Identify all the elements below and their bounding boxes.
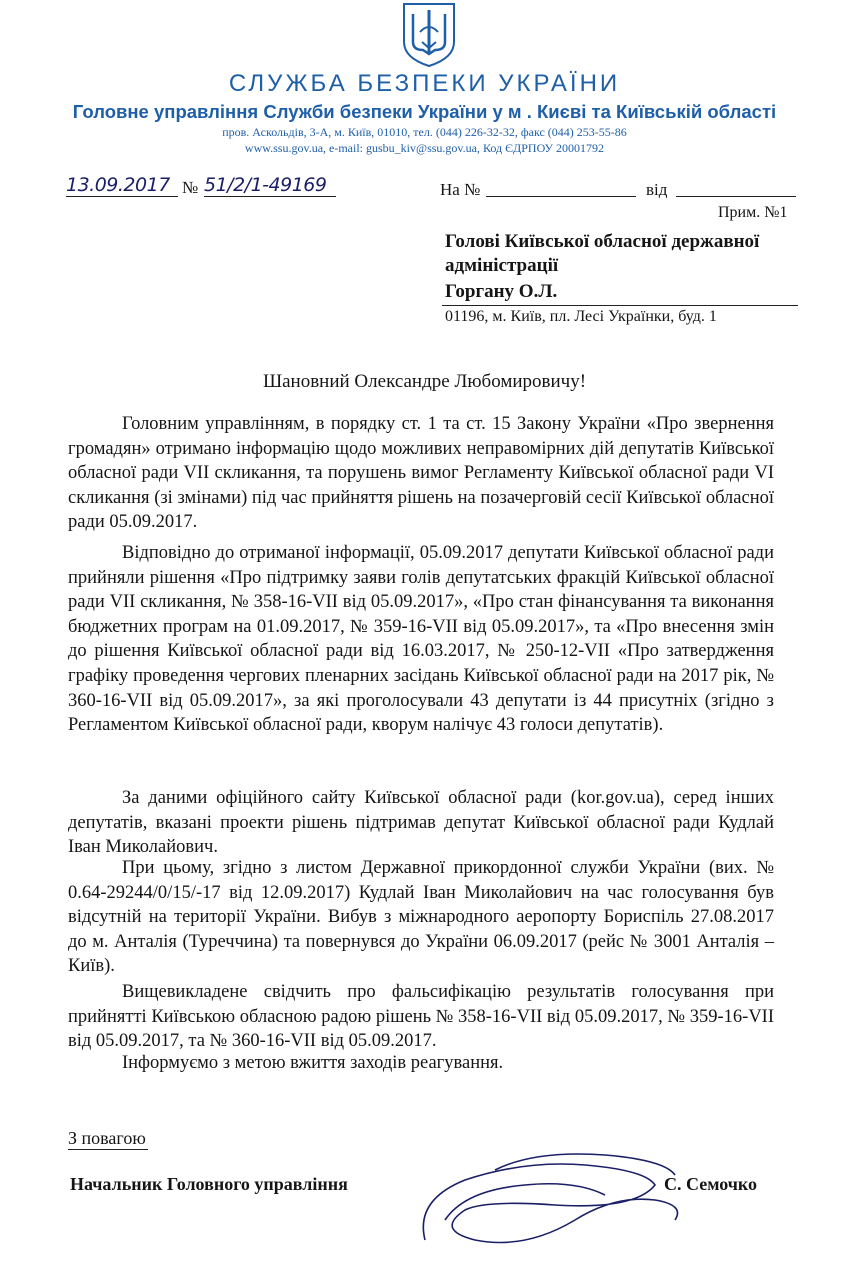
recipient-line-1: Голові Київської обласної державної: [445, 231, 760, 252]
regards: З повагою: [68, 1128, 146, 1148]
reply-number-label: На №: [440, 180, 481, 199]
outgoing-number: 51/2/1-49169: [204, 174, 336, 197]
signature-scribble: [405, 1140, 705, 1260]
body-paragraph-2: Відповідно до отриманої інформації, 05.09.2017 депутати Київської обласної ради прийняли рішення «Про підтримку заяви голів депутатських фракцій Київської обласної ради VII скликання, № 358-16-VII від 05.09.2017», «Про стан фінансування та виконання бюджетних програм на 01.09.2017, № 359-16-VII від 05.09.2017», та «Про внесення змін до рішення Київської обласної ради від 16.03.2017, № 250-12-VII «Про затвердження графіку проведення чергових пленарних засідань Київської обласної ради на 2017 рік, № 360-16-VII від 05.09.2017», за які проголосували 43 депутати із 44 присутніх (згідно з Регламентом Київської обласної ради, кворум налічує 43 голоси депутатів).: [68, 543, 774, 736]
department-name: Головне управління Служби безпеки України у м . Києві та Київській області: [72, 101, 777, 122]
signer-position: Начальник Головного управління: [70, 1174, 348, 1194]
body-paragraph-6: Інформуємо з метою вжиття заходів реагування.: [122, 1053, 504, 1073]
recipient-divider: [442, 305, 798, 306]
salutation: Шановний Олександре Любомировичу!: [262, 371, 587, 392]
body-paragraph-5: Вищевикладене свідчить про фальсифікацію результатів голосування при прийнятті Київською обласною радою рішень № 358-16-VII від 05.09.2017, № 359-16-VII від 05.09.2017, та № 360-16-VII від 05.09.2017.: [68, 982, 774, 1052]
recipient-address: 01196, м. Київ, пл. Лесі Українки, буд. 1: [445, 308, 717, 325]
service-name: СЛУЖБА БЕЗПЕКИ УКРАЇНИ: [228, 70, 621, 97]
signer-name: С. Семочко: [664, 1174, 758, 1194]
reply-number-field: [486, 196, 636, 197]
body-paragraph-1: Головним управлінням, в порядку ст. 1 та ст. 15 Закону України «Про звернення громадян» отримано інформацію щодо можливих неправомірних дій депутатів Київської обласної ради VII скликання, та порушень вимог Регламенту Київської обласної ради VI скликання (зі змінами) під час прийняття рішень на позачерговій сесії Київської обласної ради 05.09.2017.: [68, 414, 774, 533]
department-contacts: www.ssu.gov.ua, e-mail: gusbu_kiv@ssu.gov.ua, Код ЄДРПОУ 20001792: [244, 141, 605, 155]
recipient-line-2: адміністрації: [445, 255, 559, 276]
number-sign: №: [182, 178, 199, 197]
outgoing-date: 13.09.2017: [66, 174, 178, 197]
trident-emblem: [398, 2, 460, 68]
body-paragraph-4: При цьому, згідно з листом Державної прикордонної служби України (вих. № 0.64-29244/0/15/-17 від 12.09.2017) Кудлай Іван Миколайович на час голосування був відсутній на території України. Вибув з міжнародного аеропорту Бориспіль 27.08.2017 до м. Анталія (Туреччина) та повернувся до України 06.09.2017 (рейс № 3001 Анталія – Київ).: [68, 858, 774, 977]
department-address: пров. Аскольдів, 3-А, м. Київ, 01010, тел. (044) 226-32-32, факс (044) 253-55-86: [222, 125, 627, 139]
reply-date-field: [676, 196, 796, 197]
copy-note: Прим. №1: [718, 204, 788, 221]
recipient-name: Горгану О.Л.: [445, 281, 558, 302]
body-paragraph-3: За даними офіційного сайту Київської обласної ради (kor.gov.ua), серед інших депутатів, вказані проекти рішень підтримав депутат Київської обласної ради Кудлай Іван Миколайович.: [68, 788, 774, 858]
reply-date-label: від: [646, 180, 668, 199]
